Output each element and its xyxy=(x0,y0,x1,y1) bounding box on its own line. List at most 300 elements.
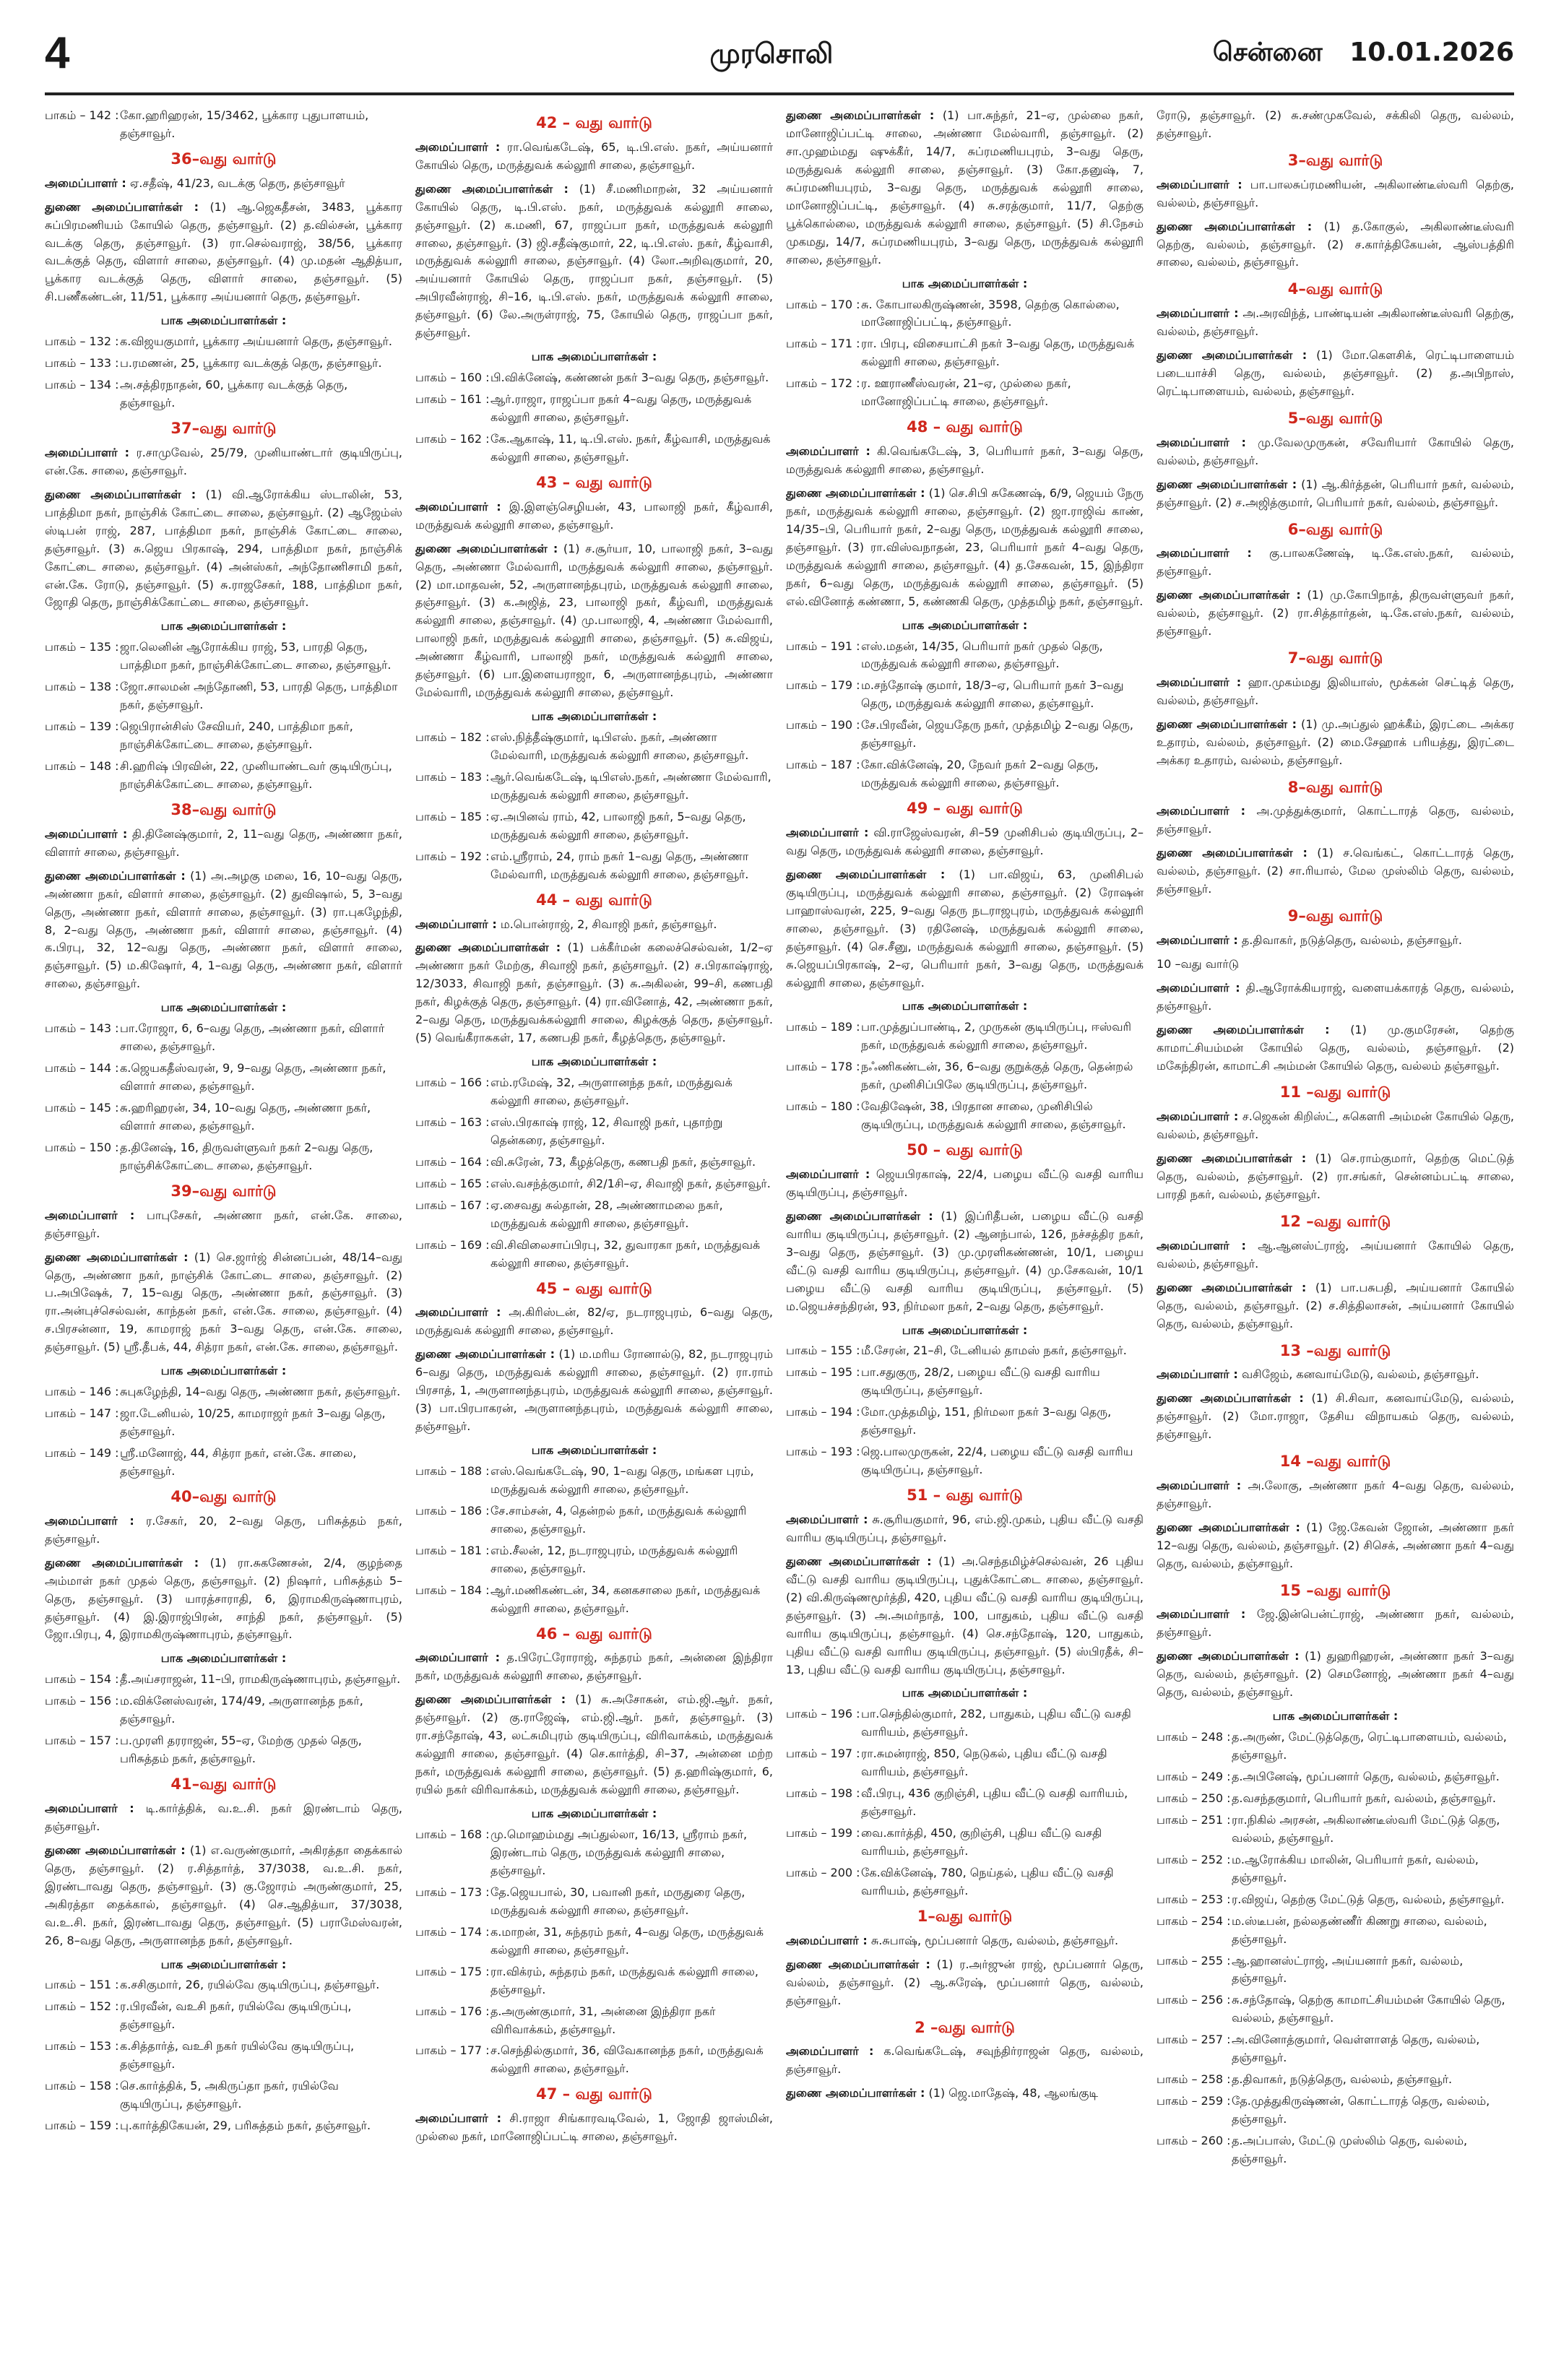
appointee-text: (1) இப்ரிதீபன், பழைய வீட்டு வசதி வாரிய குடியிருப்பு, தஞ்சாவூர். (2) ஆனந்பால், 126, நச்சத்திர நகர், 3–வது தெரு, தஞ்சாவூர். (3) மு.முரளிகண்ணன், 10/1, பழைய வீட்டு வசதி வாரிய குடியிருப்பு, தஞ்சாவூர். (4) மு.சேகவன், 10/1 பழைய வீட்டு வசதி வாரிய குடியிருப்பு, தஞ்சாவூர். (5) ம.ஜெயச்சந்திரன், 93, நிர்மலா நகர், 2–வது தெரு, தஞ்சாவூர். xyxy=(786,1208,1144,1313)
booth-appointee: த.அருண்குமார், 31, அன்னை இந்திரா நகர் விரிவாக்கம், தஞ்சாவூர். xyxy=(490,2004,716,2036)
booth-entry xyxy=(786,1018,1144,1055)
booth-appointee: த.அப்பாஸ், மேட்டு முஸ்லிம் தெரு, வல்லம், தஞ்சாவூர். xyxy=(1232,2134,1468,2166)
booth-appointee: த.அபினேஷ், மூப்பனார் தெரு, வல்லம், தஞ்சாவூர். xyxy=(1232,1769,1500,1783)
booth-entry xyxy=(45,333,402,351)
appointee-text: (1) ம.மரிய ரோனால்டு, 82, நடராஜபுரம் 6–வது தெரு, மருத்துவக் கல்லூரி சாலை, தஞ்சாவூர். (2) ரா.ராம் பிரசாத், 1, அருளானந்தபுரம், மருத்துவக் கல்லூரி சாலை, தஞ்சாவூர். (3) பா.பிரபாகரன், அருளானந்தபுரம், மருத்துவக் கல்லூரி சாலை, தஞ்சாவூர். xyxy=(415,1347,773,1434)
appointee-text: சு.சுபாஷ், மூப்பனார் தெரு, வல்லம், தஞ்சாவூர். xyxy=(870,1933,1119,1947)
booth-entry xyxy=(415,2003,773,2039)
newspaper-name: முரசொலி xyxy=(709,38,834,69)
role-label: அமைப்பாளர் : xyxy=(45,1513,134,1528)
booth-entry xyxy=(415,369,773,387)
ward-heading: 37–வது வார்டு xyxy=(170,420,277,438)
appointee-text: பா.பாலசுப்ரமணியன், அகிலாண்டீஸ்வரி தெற்கு, வல்லம், தஞ்சாவூர். xyxy=(1157,177,1514,209)
appointee-text: பாபுசேகர், அண்ணா நகர், என்.கே. சாலை, தஞ்சாவூர். xyxy=(45,1208,402,1240)
appointment-entry xyxy=(45,175,402,193)
paragraph: 10 –வது வார்டு xyxy=(1157,956,1240,971)
booth-number: பாகம் – 155 : xyxy=(786,1342,861,1360)
booth-entry xyxy=(45,1445,402,1481)
ward-heading: 41–வது வார்டு xyxy=(170,1775,277,1793)
subheading: பாக அமைப்பாளர்கள் : xyxy=(160,1957,287,1971)
appointee-text: அ.முத்துக்குமார், கொட்டாரத் தெரு, வல்லம், தஞ்சாவூர். xyxy=(1157,804,1514,836)
booth-entry xyxy=(786,1058,1144,1094)
booth-entry xyxy=(415,808,773,844)
booth-entry xyxy=(415,1237,773,1273)
appointment-entry xyxy=(1157,979,1514,1016)
appointment-entry xyxy=(45,1513,402,1549)
role-label: துணை அமைப்பாளர்கள் : xyxy=(1157,1391,1304,1406)
booth-appointee: ரா. பிரபு, விசையாட்சி நகர் 3–வது தெரு, மருத்துவக் கல்லூரி சாலை, தஞ்சாவூர். xyxy=(861,337,1135,369)
booth-number: பாகம் – 184 : xyxy=(415,1582,490,1618)
appointee-text: (1) வி.ஆரோக்கிய ஸ்டாலின், 53, பாத்திமா நகர், நாஞ்சிக் கோட்டை சாலை, தஞ்சாவூர். (2) ஆஜேம்ஸ் ஸ்டிபன் ராஜ், 287, பாத்திமா நகர், நாஞ்சிக் கோட்டை சாலை, தஞ்சாவூர். (3) சு.ஜெய பிரகாஷ், 294, பாத்திமா நகர், நாஞ்சிக் கோட்டை சாலை, தஞ்சாவூர். (4) அன்ஸ்கர், அந்தோணிசாமி நகர், என்.கே. ரோடு, தஞ்சாவூர். (5) சு.ராஜசேகர், 188, பாத்திமா நகர், ஜோதி தெரு, நாஞ்சிக்கோட்டை சாலை, தஞ்சாவூர். xyxy=(45,487,402,610)
booth-number: பாகம் – 165 : xyxy=(415,1175,490,1193)
booth-entry xyxy=(45,1405,402,1441)
role-label: துணை அமைப்பாளர்கள் : xyxy=(1157,1151,1307,1166)
role-label: துணை அமைப்பாளர்கள் : xyxy=(786,867,946,881)
booth-entry xyxy=(1157,2132,1514,2168)
booth-appointee: நஃணிகண்டன், 36, 6–வது குறுக்குத் தெரு, தென்றல் நகர், முனிசிப்பிலே குடியிருப்பு, தஞ்சாவூர். xyxy=(861,1060,1133,1092)
booth-entry xyxy=(786,1364,1144,1400)
appointee-text: (1) அ.அழகு மலை, 16, 10–வது தெரு, அண்ணா நகர், விளார் சாலை, தஞ்சாவூர். (2) துவிஷால், 5, 3–வது தெரு, அண்ணா நகர், விளார் சாலை, தஞ்சாவூர். (3) ரா.புகழேந்தி, 8, 2–வது தெரு, அண்ணா நகர், விளார் சாலை, தஞ்சாவூர். (4) க.பிரபு, 32, 12–வது தெரு, அண்ணா நகர், விளார் சாலை, தஞ்சாவூர். (5) ம.கிஷோர், 4, 1–வது தெரு, அண்ணா நகர், விளார் சாலை, தஞ்சாவூர். xyxy=(45,868,402,991)
appointment-entry xyxy=(415,139,773,175)
booth-number: பாகம் – 149 : xyxy=(45,1445,120,1481)
role-label: அமைப்பாளர் : xyxy=(45,1801,134,1815)
role-label: துணை அமைப்பாளர்கள் : xyxy=(415,940,561,955)
booth-entry xyxy=(45,2117,402,2135)
booth-appointee: ஆர்.மணிகண்டன், 34, கனகசாலை நகர், மருத்துவக் கல்லூரி சாலை, தஞ்சாவூர். xyxy=(490,1583,761,1615)
booth-appointee: சுபுகழேந்தி, 14–வது தெரு, அண்ணா நகர், தஞ்சாவூர். xyxy=(120,1385,401,1399)
appointee-text: ரா.வெங்கடேஷ், 65, டி.பி.எஸ். நகர், அய்யனார் கோயில் தெரு, மருத்துவக் கல்லூரி சாலை, தஞ்சாவூர். xyxy=(415,139,773,172)
appointee-text: க.வெங்கடேஷ், சவுந்திர்ராஜன் தெரு, வல்லம், தஞ்சாவூர். xyxy=(786,2044,1144,2077)
booth-number: பாகம் – 132 : xyxy=(45,333,120,351)
booth-number: பாகம் – 159 : xyxy=(45,2117,120,2135)
role-label: அமைப்பாளர் : xyxy=(45,445,130,459)
booth-number: பாகம் – 151 : xyxy=(45,1976,120,1994)
booth-entry xyxy=(45,355,402,373)
booth-entry xyxy=(415,1963,773,1999)
subheading: பாக அமைப்பாளர்கள் : xyxy=(902,276,1028,290)
appointee-text: சு.சூரியகுமார், 96, எம்.ஜி.முகம், புதிய வீட்டு வசதி வாரிய குடியிருப்பு, தஞ்சாவூர். xyxy=(786,1512,1144,1544)
booth-entry xyxy=(45,1139,402,1175)
booth-entry xyxy=(45,1998,402,2034)
role-label: துணை அமைப்பாளர்கள் : xyxy=(1157,1280,1307,1294)
booth-entry xyxy=(786,1705,1144,1741)
booth-number: பாகம் – 142 : xyxy=(45,107,120,143)
booth-appointee: மீ.சேரன், 21–சி, டேனியல் தாமஸ் நகர், தஞ்சாவூர். xyxy=(861,1343,1127,1358)
ward-heading: 11 –வது வார்டு xyxy=(1279,1083,1391,1102)
booth-appointee: வி.சிவிலைசாப்பிரபு, 32, துவாரகா நகர், மருத்துவக் கல்லூரி சாலை, தஞ்சாவூர். xyxy=(490,1237,761,1270)
role-label: துணை அமைப்பாளர்கள் : xyxy=(1157,717,1297,731)
booth-appointee: அ.வினோத்குமார், வெள்ளாளத் தெரு, வல்லம், தஞ்சாவூர். xyxy=(1232,2033,1480,2065)
role-label: அமைப்பாளர் : xyxy=(45,826,128,841)
booth-entry xyxy=(415,391,773,427)
appointment-entry xyxy=(45,486,402,613)
booth-appointee: ர. ஊராணீஸ்வரன், 21–ஏ, முல்லை நகர், மானோஜிப்பட்டி சாலை, தஞ்சாவூர். xyxy=(861,376,1071,409)
booth-entry xyxy=(1157,2093,1514,2129)
appointee-text: (1) பா.சுந்தர், 21–ஏ, முல்லை நகர், மானோஜிப்பட்டி சாலை, அண்ணா மேல்வாரி, தஞ்சாவூர். (2) சா.முஹம்மது ஷுக்கீர், 14/7, சுப்ரமணியபுரம், 3–வது தெரு, மருத்துவக் கல்லூரி சாலை, தஞ்சாவூர். (3) கோ.தனுஷ், 7, சுப்ரமணியபுரம், 3–வது தெரு, மருத்துவக் கல்லூரி சாலை, மானோஜிப்பட்டி, தஞ்சாவூர். (4) சு.சரத்குமார், 11/7, தெற்கு பூக்கொல்லை, மருத்துவக் கல்லூரி சாலை, தஞ்சாவூர். (5) சி.நேசம் முகமது, 14/7, சுப்ரமணியபுரம், 3–வது தெரு, மருத்துவக் கல்லூரி சாலை, தஞ்சாவூர். xyxy=(786,108,1144,267)
booth-number: பாகம் – 193 : xyxy=(786,1443,861,1479)
appointee-text: (1) ர.அர்ஜுன் ராஜ், மூப்பனார் தெரு, வல்லம், தஞ்சாவூர். (2) ஆ.சுரேஷ், மூப்பனார் தெரு, வல்லம், தஞ்சாவூர். xyxy=(786,1957,1144,2007)
booth-entry xyxy=(786,335,1144,371)
booth-appointee: பி.விக்னேஷ், கண்ணன் நகர் 3–வது தெரு, தஞ்சாவூர். xyxy=(490,371,769,385)
booth-number: பாகம் – 248 : xyxy=(1157,1728,1232,1765)
ward-heading: 44 – வது வார்டு xyxy=(536,891,652,909)
appointment-entry xyxy=(45,826,402,862)
appointment-entry xyxy=(415,916,773,934)
booth-entry xyxy=(45,1020,402,1056)
booth-appointee: ஏ.சைவது சுல்தான், 28, அண்ணாமலை நகர், மருத்துவக் கல்லூரி சாலை, தஞ்சாவூர். xyxy=(490,1198,723,1230)
appointee-text: (1) அ.செந்தமிழ்ச்செல்வன், 26 புதிய வீட்டு வசதி வாரிய குடியிருப்பு, புதுக்கோட்டை சாலை, தஞ்சாவூர். (2) வி.கிருஷ்ணமூர்த்தி, 420, புதிய வீட்டு வசதி வாரிய குடியிருப்பு, தஞ்சாவூர். (3) அ.அமர்நாத், 100, பாதுகம், புதிய வீட்டு வசதி வாரிய குடியிருப்பு, தஞ்சாவூர். (4) செ.சந்தோஷ், 120, பாதுகம், புதிய வீட்டு வசதி வாரிய குடியிருப்பு, தஞ்சாவூர். (5) ஸ்பிரதீக், சி–13, புதிய வீட்டு வசதி வாரிய குடியிருப்பு, தஞ்சாவூர். xyxy=(786,1554,1144,1676)
appointment-entry xyxy=(1157,1237,1514,1273)
role-label: அமைப்பாளர் : xyxy=(1157,1607,1246,1622)
subheading: பாக அமைப்பாளர்கள் : xyxy=(160,1000,287,1015)
booth-entry xyxy=(45,1671,402,1689)
role-label: அமைப்பாளர் : xyxy=(415,499,501,514)
booth-number: பாகம் – 254 : xyxy=(1157,1913,1232,1949)
booth-entry xyxy=(786,1864,1144,1900)
appointee-text: (1) த.கோகுல், அகிலாண்டீஸ்வரி தெற்கு, வல்லம், தஞ்சாவூர். (2) ச.கார்த்திகேயன், ஆஸ்பத்திரி சாலை, வல்லம், தஞ்சாவூர். xyxy=(1157,219,1514,269)
role-label: அமைப்பாளர் : xyxy=(786,444,870,458)
booth-appointee: மு.மொஹம்மது அப்துல்லா, 16/13, ஸ்ரீராம் நகர், இரண்டாம் தெரு, மருத்துவக் கல்லூரி சாலை, தஞ்சாவூர். xyxy=(490,1827,748,1877)
booth-number: பாகம் – 250 : xyxy=(1157,1790,1232,1808)
booth-appointee: ஜெ.பாலமுருகன், 22/4, பழைய வீட்டு வசதி வாரிய குடியிருப்பு, தஞ்சாவூர். xyxy=(861,1445,1133,1477)
booth-number: பாகம் – 197 : xyxy=(786,1745,861,1781)
appointment-entry xyxy=(1157,305,1514,341)
booth-entry xyxy=(786,1098,1144,1134)
column-2 xyxy=(415,107,773,2375)
booth-entry xyxy=(415,1463,773,1499)
booth-number: பாகம் – 166 : xyxy=(415,1074,490,1110)
booth-entry xyxy=(45,376,402,412)
role-label: துணை அமைப்பாளர்கள் : xyxy=(1157,477,1297,491)
booth-appointee: ப.முரளி தரராஜன், 55–ஏ, மேற்கு முதல் தெரு, பரிசுத்தம் நகர், தஞ்சாவூர். xyxy=(120,1734,362,1766)
role-label: அமைப்பாளர் : xyxy=(415,139,501,154)
ward-heading: 9–வது வார்டு xyxy=(1287,907,1383,925)
appointee-text: ஜே.இன்பென்ட்ராஜ், அண்ணா நகர், வல்லம், தஞ்சாவூர். xyxy=(1157,1607,1514,1640)
subheading: பாக அமைப்பாளர்கள் : xyxy=(531,709,657,724)
appointee-text: வி.ராஜேஸ்வரன், சி–59 முனிசிபல் குடியிருப்பு, 2–வது தெரு, மருத்துவக் கல்லூரி சாலை, தஞ்சாவூர். xyxy=(786,825,1144,857)
role-label: துணை அமைப்பாளர்கள் : xyxy=(45,199,199,214)
booth-entry xyxy=(45,639,402,675)
ward-heading: 51 – வது வார்டு xyxy=(907,1487,1023,1505)
appointment-entry xyxy=(1157,674,1514,710)
booth-appointee: பா.முத்துப்பாண்டி, 2, முருகன் குடியிருப்பு, ஈஸ்வரி நகர், மருத்துவக் கல்லூரி சாலை, தஞ்சாவூர். xyxy=(861,1020,1132,1052)
booth-entry xyxy=(1157,1768,1514,1786)
subheading: பாக அமைப்பாளர்கள் : xyxy=(902,618,1028,632)
ward-heading: 4–வது வார்டு xyxy=(1287,280,1383,298)
ward-heading: 42 – வது வார்டு xyxy=(536,114,652,131)
booth-appointee: பா.சதுகுரு, 28/2, பழைய வீட்டு வசதி வாரிய குடியிருப்பு, தஞ்சாவூர். xyxy=(861,1365,1100,1398)
appointee-text: டி.கார்த்திக், வ.உ.சி. நகர் இரண்டாம் தெரு, தஞ்சாவூர். xyxy=(45,1801,402,1833)
booth-appointee: மோ.முத்தமிழ், 151, நிர்மலா நகர் 3–வது தெரு, தஞ்சாவூர். xyxy=(861,1405,1112,1437)
ward-heading: 43 – வது வார்டு xyxy=(536,473,652,491)
appointee-text: கு.பாலகணேஷ், டி.கே.எஸ்.நகர், வல்லம், தஞ்சாவூர். xyxy=(1157,546,1514,579)
booth-number: பாகம் – 145 : xyxy=(45,1099,120,1135)
booth-appointee: த.திவாகர், நடுத்தெரு, வல்லம், தஞ்சாவூர். xyxy=(1232,2072,1453,2087)
ward-heading: 5–வது வார்டு xyxy=(1287,409,1383,427)
appointment-entry xyxy=(786,1511,1144,1547)
subheading: பாக அமைப்பாளர்கள் : xyxy=(531,1055,657,1069)
booth-appointee: வை.கார்த்தி, 450, குறிஞ்சி, புதிய வீட்டு வசதி வாரியம், தஞ்சாவூர். xyxy=(861,1826,1102,1858)
appointment-entry xyxy=(1157,932,1514,950)
appointee-text: (1) செ.ஜார்ஜ் சின்னப்பன், 48/14–வது தெரு, அண்ணா நகர், நாஞ்சிக் கோட்டை சாலை, தஞ்சாவூர். (2) ப.அபிஷேக், 7, 15–வது தெரு, அண்ணா நகர், தஞ்சாவூர். (3) ரா.அன்புச்செல்வன், காந்தன் நகர், என்.கே. சாலை, தஞ்சாவூர். (4) ச.பிரசன்னா, 19, காமராஜ் நகர் 3–வது தெரு, என்.கே. சாலை, தஞ்சாவூர். (5) ஸ்ரீ.தீபக், 44, சித்ரா நகர், என்.கே. சாலை, தஞ்சாவூர். xyxy=(45,1250,402,1354)
booth-number: பாகம் – 190 : xyxy=(786,717,861,753)
role-label: அமைப்பாளர் : xyxy=(1157,177,1242,191)
ward-heading: 6–வது வார்டு xyxy=(1287,520,1383,538)
appointment-entry xyxy=(45,1842,402,1950)
role-label: துணை அமைப்பாளர்கள் : xyxy=(1157,588,1301,602)
appointee-text: (1) செ.ராம்குமார், தெற்கு மெட்டுத் தெரு, வல்லம், தஞ்சாவூர். (2) ரா.சங்கர், சென்னம்பட்டி சாலை, பாரதி நகர், வல்லம், தஞ்சாவூர். xyxy=(1157,1151,1514,1202)
booth-entry xyxy=(786,1745,1144,1781)
booth-number: பாகம் – 138 : xyxy=(45,678,120,714)
appointment-entry xyxy=(1157,1279,1514,1333)
booth-number: பாகம் – 198 : xyxy=(786,1785,861,1821)
booth-appointee: ரா.நிகில் அரசன், அகிலாண்டீஸ்வரி மேட்டுத் தெரு, வல்லம், தஞ்சாவூர். xyxy=(1232,1812,1500,1845)
booth-number: பாகம் – 183 : xyxy=(415,769,490,805)
appointee-text: (1) சு.அசோகன், எம்.ஜி.ஆர். நகர், தஞ்சாவூர். (2) கு.ராஜேஷ், எம்.ஜி.ஆர். நகர், தஞ்சாவூர். (3) ரா.சந்தோஷ், 43, லட்சுமிபுரம் குடியிருப்பு, விரிவாக்கம், மருத்துவக் கல்லூரி சாலை, தஞ்சாவூர். (4) செ.கார்த்தி, சி–37, அன்னை மற்ற நகர், மருத்துவக் கல்லூரி சாலை, தஞ்சாவூர். (5) த.ஹரிஷ்குமார், 6, ரயில் நகர் விரிவாக்கம், மருத்துவக் கல்லூரி சாலை, தஞ்சாவூர். xyxy=(415,1692,773,1797)
appointee-text: மு.வேலமுருகன், சவேரியார் கோயில் தெரு, வல்லம், தஞ்சாவூர். xyxy=(1157,435,1514,467)
booth-appointee: கோ.விக்னேஷ், 20, நேவர் நகர் 2–வது தெரு, மருத்துவக் கல்லூரி சாலை, தஞ்சாவூர். xyxy=(861,758,1099,790)
appointee-text: ம.பொன்ராஜ், 2, சிவாஜி நகர், தஞ்சாவூர். xyxy=(500,917,717,931)
role-label: துணை அமைப்பாளர்கள் : xyxy=(1157,1022,1330,1037)
booth-number: பாகம் – 134 : xyxy=(45,376,120,412)
appointee-text: (1) சி.சிவா, கனவாய்மேடு, வல்லம், தஞ்சாவூர். (2) மோ.ராஜா, தேசிய விநாயகம் தெரு, வல்லம், தஞ்சாவூர். xyxy=(1157,1391,1514,1442)
booth-entry xyxy=(786,296,1144,332)
booth-appointee: வி.சுரேன், 73, கீழத்தெரு, கணபதி நகர், தஞ்சாவூர். xyxy=(490,1154,756,1169)
booth-number: பாகம் – 253 : xyxy=(1157,1891,1232,1909)
role-label: அமைப்பாளர் : xyxy=(415,1305,501,1320)
booth-appointee: வீ.பிரபு, 436 குறிஞ்சி, புதிய வீட்டு வசதி வாரியம், தஞ்சாவூர். xyxy=(861,1786,1128,1819)
appointment-entry xyxy=(1157,587,1514,641)
appointee-text: (1) சீ.மணிமாறன், 32 அய்யனார் கோயில் தெரு, டி.பி.எஸ். நகர், மருத்துவக் கல்லூரி சாலை, தஞ்சாவூர். (2) க.மணி, 67, ராஜப்பா நகர், மருத்துவக் கல்லூரி சாலை, தஞ்சாவூர். (3) ஜி.சதீஷ்குமார், 22, டி.பி.எஸ். நகர், கீழ்வாசி, மருத்துவக் கல்லூரி சாலை, தஞ்சாவூர். (4) லோ.அறிவுகுமார், 20, அய்யனார் கோயில் தெரு, ராஜப்பா நகர், தஞ்சாவூர். (5) அபிரவீன்ராஜ், சி–16, டி.பி.எஸ். நகர், மருத்துவக் கல்லூரி சாலை, தஞ்சாவூர். (6) லே.அருள்ராஜ், 75, கோயில் தெரு, ராஜப்பா நகர், தஞ்சாவூர். xyxy=(415,181,773,340)
appointment-entry xyxy=(45,1249,402,1357)
booth-number: பாகம் – 259 : xyxy=(1157,2093,1232,2129)
appointment-entry xyxy=(415,540,773,703)
booth-number: பாகம் – 186 : xyxy=(415,1502,490,1539)
role-label: அமைப்பாளர் : xyxy=(1157,1478,1242,1492)
appointment-entry xyxy=(1157,545,1514,581)
booth-number: பாகம் – 249 : xyxy=(1157,1768,1232,1786)
booth-number: பாகம் – 192 : xyxy=(415,848,490,884)
booth-appointee: எஸ்.வெங்கடேஷ், 90, 1–வது தெரு, மங்கள புரம், மருத்துவக் கல்லூரி சாலை, தஞ்சாவூர். xyxy=(490,1464,754,1496)
role-label: அமைப்பாளர் : xyxy=(1157,1109,1239,1124)
appointment-entry xyxy=(1157,176,1514,212)
booth-entry xyxy=(415,1582,773,1618)
booth-entry xyxy=(786,1403,1144,1440)
booth-number: பாகம் – 180 : xyxy=(786,1098,861,1134)
appointment-entry xyxy=(786,1956,1144,2010)
appointment-entry xyxy=(786,1553,1144,1679)
booth-number: பாகம் – 256 : xyxy=(1157,1991,1232,2028)
appointee-text: தி.தினேஷ்குமார், 2, 11–வது தெரு, அண்ணா நகர், விளார் சாலை, தஞ்சாவூர். xyxy=(45,826,402,859)
booth-appointee: ர.விஜய், தெற்கு மேட்டுத் தெரு, வல்லம், தஞ்சாவூர். xyxy=(1232,1892,1505,1906)
booth-entry xyxy=(1157,1728,1514,1765)
booth-number: பாகம் – 257 : xyxy=(1157,2031,1232,2067)
appointment-entry xyxy=(786,1932,1144,1950)
booth-entry xyxy=(786,638,1144,674)
role-label: துணை அமைப்பாளர்கள் : xyxy=(45,868,186,883)
booth-appointee: ஸ்ரீ.மனோஜ், 44, சித்ரா நகர், என்.கே. சாலை, தஞ்சாவூர். xyxy=(120,1446,357,1479)
appointee-text: (1) மு.அப்துல் ஹக்கீம், இரட்டை அக்கர உதாரம், வல்லம், தஞ்சாவூர். (2) மை.சேஹாக் பரியத்து, இரட்டை அக்கர உதாரம், வல்லம், தஞ்சாவூர். xyxy=(1157,717,1514,767)
booth-number: பாகம் – 172 : xyxy=(786,375,861,411)
booth-appointee: பா.செந்தில்குமார், 282, பாதுகம், புதிய வீட்டு வசதி வாரியம், தஞ்சாவூர். xyxy=(861,1707,1131,1739)
appointee-text: (1) செ.சிபி சுகேணஷ், 6/9, ஜெயம் நேரு நகர், மருத்துவக் கல்லூரி சாலை, தஞ்சாவூர். (2) ஜா.ராஜிவ் காண், 14/35–பி, பெரியார் நகர், 2–வது தெரு, மருத்துவக் கல்லூரி சாலை, தஞ்சாவூர். (3) ரா.விஸ்வநாதன், 23, பெரியார் நகர் 4–வது தெரு, மருத்துவக் கல்லூரி சாலை, தஞ்சாவூர். (4) த.சேகவன், 15, இந்திரா நகர், 6–வது தெரு, மருத்துவக் கல்லூரி சாலை, தஞ்சாவூர். (5) எல்.வினோத் கண்ணா, 5, கண்ணகி தெரு, முத்தமிழ் நகர், தஞ்சாவூர். xyxy=(786,485,1144,608)
booth-entry xyxy=(415,430,773,467)
appointee-text: இ.இளஞ்செழியன், 43, பாலாஜி நகர், கீழ்வாசி, மருத்துவக் கல்லூரி சாலை, தஞ்சாவூர். xyxy=(415,499,773,532)
role-label: அமைப்பாளர் : xyxy=(786,1512,868,1526)
booth-appointee: ம.ஸ்டீபன், நல்லதண்ணீர் கிணறு சாலை, வல்லம், தஞ்சாவூர். xyxy=(1232,1913,1487,1946)
booth-number: பாகம் – 147 : xyxy=(45,1405,120,1441)
role-label: அமைப்பாளர் : xyxy=(415,2111,502,2126)
appointee-text: வசிஜேம், கனவாய்மேடு, வல்லம், தஞ்சாவூர். xyxy=(1241,1367,1479,1382)
role-label: துணை அமைப்பாளர்கள் : xyxy=(1157,219,1313,233)
ward-heading: 45 – வது வார்டு xyxy=(536,1279,652,1297)
booth-appointee: க.மாறன், 31, சுந்தரம் நகர், 4–வது தெரு, மருத்துவக் கல்லூரி சாலை, தஞ்சாவூர். xyxy=(490,1924,764,1957)
booth-appointee: ம.ஆரோக்கிய மாலின், பெரியார் நகர், வல்லம், தஞ்சாவூர். xyxy=(1232,1852,1479,1884)
booth-entry xyxy=(45,718,402,754)
role-label: துணை அமைப்பாளர்கள் : xyxy=(786,485,925,500)
booth-appointee: சு.சந்தோஷ், தெற்கு காமாட்சியம்மன் கோயில் தெரு, வல்லம், தஞ்சாவூர். xyxy=(1232,1993,1505,2025)
header-rule xyxy=(45,92,1514,95)
booth-entry xyxy=(1157,1790,1514,1808)
booth-number: பாகம் – 174 : xyxy=(415,1924,490,1960)
ward-heading: 38–வது வார்டு xyxy=(170,801,277,818)
appointment-entry xyxy=(415,939,773,1047)
paragraph: ரோடு, தஞ்சாவூர். (2) சு.சண்முகவேல், சக்கிலி தெரு, வல்லம், தஞ்சாவூர். xyxy=(1157,108,1514,140)
booth-appointee: சு.ஹரிஹரன், 34, 10–வது தெரு, அண்ணா நகர், விளார் சாலை, தஞ்சாவூர். xyxy=(120,1101,371,1133)
booth-number: பாகம் – 191 : xyxy=(786,638,861,674)
role-label: துணை அமைப்பாளர்கள் : xyxy=(786,1554,932,1568)
role-label: துணை அமைப்பாளர்கள் : xyxy=(45,1555,199,1570)
booth-number: பாகம் – 154 : xyxy=(45,1671,120,1689)
booth-appointee: க.ஜெயகதீஸ்வரன், 9, 9–வது தெரு, அண்ணா நகர், விளார் சாலை, தஞ்சாவூர். xyxy=(120,1061,386,1094)
appointment-entry xyxy=(1157,1021,1514,1076)
booth-number: பாகம் – 143 : xyxy=(45,1020,120,1056)
booth-number: பாகம் – 139 : xyxy=(45,718,120,754)
subheading: பாக அமைப்பாளர்கள் : xyxy=(1272,1709,1399,1723)
booth-entry xyxy=(415,1826,773,1880)
booth-number: பாகம் – 157 : xyxy=(45,1732,120,1768)
booth-appointee: எஸ்.பிரகாஷ் ராஜ், 12, சிவாஜி நகர், புதாற்று தென்கரை, தஞ்சாவூர். xyxy=(490,1115,723,1147)
booth-entry xyxy=(415,1197,773,1233)
booth-number: பாகம் – 168 : xyxy=(415,1826,490,1880)
appointment-entry xyxy=(1157,1390,1514,1444)
ward-heading: 49 – வது வார்டு xyxy=(907,800,1023,818)
ward-heading: 3–வது வார்டு xyxy=(1287,151,1383,169)
booth-entry xyxy=(786,1443,1144,1479)
appointee-text: அ.கிரிஸ்டன், 82/ஏ, நடராஜபுரம், 6–வது தெரு, மருத்துவக் கல்லூரி சாலை, தஞ்சாவூர். xyxy=(415,1305,773,1338)
booth-number: பாகம் – 173 : xyxy=(415,1884,490,1920)
subheading: பாக அமைப்பாளர்கள் : xyxy=(160,619,287,633)
dateline: சென்னை 10.01.2026 xyxy=(1212,38,1514,67)
appointment-entry xyxy=(786,485,1144,611)
booth-entry xyxy=(45,1692,402,1728)
booth-entry xyxy=(45,1976,402,1994)
booth-appointee: ஜெபிரான்சிஸ் சேவியர், 240, பாத்திமா நகர், நாஞ்சிக்கோட்டை சாலை, தஞ்சாவூர். xyxy=(120,719,353,752)
role-label: அமைப்பாளர் : xyxy=(1157,546,1252,561)
appointee-text: (1) மு.குமரேசன், தெற்கு காமாட்சியம்மன் கோயில் தெரு, வல்லம், தஞ்சாவூர். (2) மகேந்திரன், காமாட்சி அம்மன் கோயில் தெரு, வல்லம் தஞ்சாவூர். xyxy=(1157,1022,1514,1073)
appointee-text: ச.ஜெகன் கிறிஸ்ட், சுகௌரி அம்மன் கோயில் தெரு, வல்லம், தஞ்சாவூர். xyxy=(1157,1109,1514,1142)
appointee-text: ர.சேகர், 20, 2–வது தெரு, பரிசுத்தம் நகர், தஞ்சாவூர். xyxy=(45,1513,402,1546)
role-label: துணை அமைப்பாளர்கள் : xyxy=(1157,846,1308,860)
booth-entry xyxy=(415,1542,773,1578)
booth-number: பாகம் – 179 : xyxy=(786,677,861,713)
role-label: துணை அமைப்பாளர்கள் : xyxy=(786,1208,933,1223)
role-label: அமைப்பாளர் : xyxy=(1157,306,1239,321)
booth-entry xyxy=(45,2038,402,2074)
booth-number: பாகம் – 251 : xyxy=(1157,1812,1232,1848)
booth-number: பாகம் – 169 : xyxy=(415,1237,490,1273)
booth-appointee: செ.கார்த்திக், 5, அகிருப்தா நகர், ரயில்வே குடியிருப்பு, தஞ்சாவூர். xyxy=(120,2079,339,2111)
appointee-text: (1) பா.பசுபதி, அய்யனார் கோயில் தெரு, வல்லம், தஞ்சாவூர். (2) ச.சித்திலாசன், அய்யனார் கோயில் தெரு, வல்லம், தஞ்சாவூர். xyxy=(1157,1280,1514,1330)
appointee-text: (1) ஜே.கேவன் ஜோன், அண்ணா நகர் 12–வது தெரு, வல்லம், தஞ்சாவூர். (2) சிசெக், அண்ணா நகர் 4–வது தெரு, வல்லம், தஞ்சாவூர். xyxy=(1157,1520,1514,1570)
appointment-entry xyxy=(1157,844,1514,899)
booth-entry xyxy=(415,729,773,765)
role-label: அமைப்பாளர் : xyxy=(1157,932,1238,947)
booth-entry xyxy=(786,1785,1144,1821)
booth-appointee: அ.சத்திரநாதன், 60, பூக்கார வடக்குத் தெரு, தஞ்சாவூர். xyxy=(120,378,348,410)
appointee-text: த.பிரேட்ரோராஜ், சுந்தரம் நகர், அன்னை இந்திரா நகர், மருத்துவக் கல்லூரி சாலை, தஞ்சாவூர். xyxy=(415,1650,773,1683)
appointee-text: (1) பக்கீர்மன் கலைச்செல்வன், 1/2–ஏ அண்ணா நகர் மேற்கு, சிவாஜி நகர், தஞ்சாவூர். (2) ச.பிரகாஷ்ராஜ், 12/3033, சிவாஜி நகர், தஞ்சாவூர். (3) சு.அகிலன், 99–சி, கணபதி நகர், கிழக்குத் தெரு, தஞ்சாவூர். (4) ரா.வினோத், 42, அண்ணா நகர், 2–வது தெரு, மருத்துவக்கல்லூரி சாலை, கிழக்குத் தெரு, தஞ்சாவூர். (5) வெங்கீராசுகள், 17, கணபதி நகர், கீழத்தெரு, தஞ்சாவூர். xyxy=(415,940,773,1045)
booth-number: பாகம் – 188 : xyxy=(415,1463,490,1499)
booth-appointee: சு. கோபாலகிருஷ்ணன், 3598, தெற்கு கொல்லை, மானோஜிப்பட்டி, தஞ்சாவூர். xyxy=(861,297,1120,329)
subheading: பாக அமைப்பாளர்கள் : xyxy=(902,1686,1028,1700)
appointee-text: (1) எ.வருண்குமார், அகிரத்தா தைக்கால் தெரு, தஞ்சாவூர். (2) ர.சித்தார்த், 37/3038, வ.உ.சி. நகர், இரண்டாவது தெரு, தஞ்சாவூர். (3) கு.ஜோரம் அருண்குமார், 25, அகிரத்தா தைக்கால், தஞ்சாவூர். (4) செ.ஆதித்யா, 37/3038, வ.உ.சி. நகர், இரண்டாவது தெரு, தஞ்சாவூர். (5) பராமேஸ்வரன், 26, 8–வது தெரு, அருளானந்த நகர், தஞ்சாவூர். xyxy=(45,1843,402,1947)
subheading: பாக அமைப்பாளர்கள் : xyxy=(160,313,287,328)
role-label: துணை அமைப்பாளர்கள் : xyxy=(1157,1520,1300,1534)
booth-appointee: தீ.அய்சராஜன், 11–பி, ராமகிருஷ்ணாபுரம், தஞ்சாவூர். xyxy=(120,1672,401,1687)
booth-number: பாகம் – 152 : xyxy=(45,1998,120,2034)
booth-number: பாகம் – 200 : xyxy=(786,1864,861,1900)
role-label: அமைப்பாளர் : xyxy=(1157,675,1242,689)
appointee-text: ஜெயபிரகாஷ், 22/4, பழைய வீட்டு வசதி வாரிய குடியிருப்பு, தஞ்சாவூர். xyxy=(786,1167,1144,1199)
booth-appointee: ப.ரமணன், 25, பூக்கார வடக்குத் தெரு, தஞ்சாவூர். xyxy=(120,356,382,371)
booth-number: பாகம் – 135 : xyxy=(45,639,120,675)
appointment-entry xyxy=(415,181,773,343)
booth-appointee: ஆர்.வெங்கடேஷ், டிபிஎஸ்.நகர், அண்ணா மேல்வாரி, மருத்துவக் கல்லூரி சாலை, தஞ்சாவூர். xyxy=(490,770,772,802)
booth-entry xyxy=(415,1924,773,1960)
booth-number: பாகம் – 178 : xyxy=(786,1058,861,1094)
appointee-text: த.திவாகர், நடுத்தெரு, வல்லம், தஞ்சாவூர். xyxy=(1241,932,1462,947)
role-label: துணை அமைப்பாளர்கள் : xyxy=(45,1250,189,1264)
appointment-entry xyxy=(1157,1648,1514,1702)
booth-number: பாகம் – 195 : xyxy=(786,1364,861,1400)
booth-entry xyxy=(415,1175,773,1193)
role-label: அமைப்பாளர் : xyxy=(1157,980,1240,995)
booth-number: பாகம் – 170 : xyxy=(786,296,861,332)
column-4 xyxy=(1157,107,1514,2375)
booth-number: பாகம் – 187 : xyxy=(786,756,861,792)
booth-appointee: ஆ.ஹானஸ்ட்ராஜ், அய்யனார் நகர், வல்லம், தஞ்சாவூர். xyxy=(1232,1953,1464,1986)
subheading: பாக அமைப்பாளர்கள் : xyxy=(531,350,657,364)
masthead xyxy=(0,0,1543,108)
booth-appointee: எம்.ரமேஷ், 32, அருளானந்த நகர், மருத்துவக் கல்லூரி சாலை, தஞ்சாவூர். xyxy=(490,1076,732,1108)
appointee-text: அ.லோகு, அண்ணா நகர் 4–வது தெரு, வல்லம், தஞ்சாவூர். xyxy=(1157,1478,1514,1510)
appointment-entry xyxy=(45,1800,402,1836)
role-label: துணை அமைப்பாளர்கள் : xyxy=(415,1692,566,1707)
appointment-entry xyxy=(45,1554,402,1645)
appointment-entry xyxy=(1157,1606,1514,1642)
booth-entry xyxy=(415,848,773,884)
appointment-entry xyxy=(1157,716,1514,770)
booth-number: பாகம் – 189 : xyxy=(786,1018,861,1055)
booth-entry xyxy=(786,677,1144,713)
booth-appointee: எம்.ஸ்ரீராம், 24, ராம் நகர் 1–வது தெரு, அண்ணா மேல்வாரி, மருத்துவக் கல்லூரி சாலை, தஞ்சாவூர். xyxy=(490,849,749,881)
role-label: துணை அமைப்பாளர்கள் : xyxy=(786,1957,930,1971)
appointment-entry xyxy=(1157,434,1514,470)
role-label: துணை அமைப்பாளர்கள் : xyxy=(45,1843,186,1857)
appointee-text: (1) ச.சூர்யா, 10, பாலாஜி நகர், 3–வது தெரு, அண்ணா மேல்வாரி, மருத்துவக் கல்லூரி சாலை, தஞ்சாவூர். (2) மா.மாதவன், 52, அருளானந்தபுரம், மருத்துவக் கல்லூரி சாலை, தஞ்சாவூர். (3) க.அஜித், 23, பாலாஜி நகர், கீழ்வரி, மருத்துவக் கல்லூரி சாலை, தஞ்சாவூர். (4) மு.பாலாஜி, 4, அண்ணா மேல்வாரி, பாலாஜி நகர், மருத்துவக் கல்லூரி சாலை, தஞ்சாவூர். (5) சு.விஜய், அண்ணா கீழ்வாரி, பாலாஜி நகர், மருத்துவக் கல்லூரி சாலை, தஞ்சாவூர். (6) பா.இளையராஜா, 6, அருளானந்தபுரம், அண்ணா மேல்வாரி, மருத்துவக் கல்லூரி சாலை, தஞ்சாவூர். xyxy=(415,541,773,700)
role-label: அமைப்பாளர் : xyxy=(45,1208,135,1222)
